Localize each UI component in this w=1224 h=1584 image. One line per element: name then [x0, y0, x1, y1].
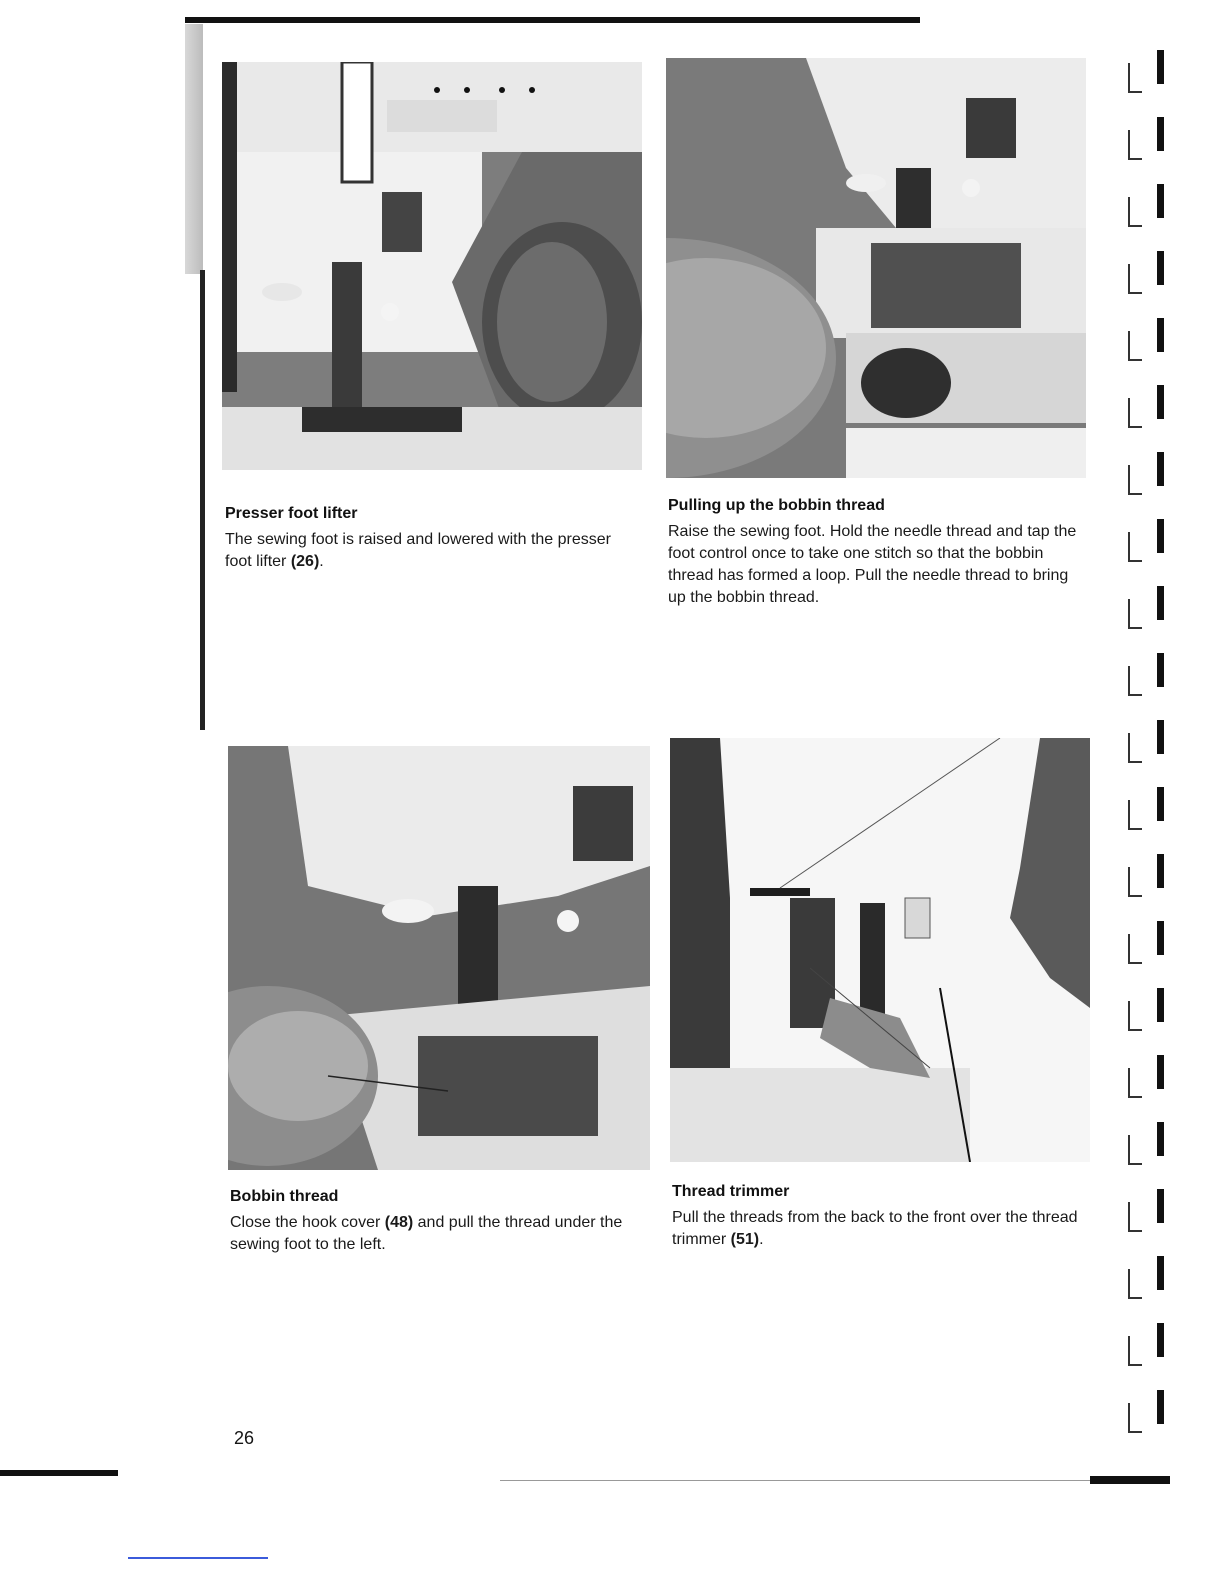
binding-hook: [1128, 800, 1142, 830]
binding-bar: [1157, 519, 1164, 553]
section-body: Close the hook cover (48) and pull the thread under the sewing foot to the left.: [230, 1214, 623, 1253]
binding-bar: [1157, 251, 1164, 285]
caption-thread-trimmer: [672, 1183, 1092, 1251]
section-title: Presser foot lifter: [225, 505, 358, 522]
binding-hook: [1128, 1202, 1142, 1232]
binding-bar: [1157, 385, 1164, 419]
binding-hook: [1128, 465, 1142, 495]
photo-presser-foot-lifter: [222, 62, 642, 470]
part-reference: (26): [290, 553, 320, 570]
binding-bar: [1157, 318, 1164, 352]
binding-bar: [1157, 1323, 1164, 1357]
binding-bar: [1157, 988, 1164, 1022]
section-title: Thread trimmer: [672, 1183, 790, 1200]
binding-bar: [1157, 117, 1164, 151]
binding-bar: [1157, 1189, 1164, 1223]
binding-hook: [1128, 197, 1142, 227]
photo-bobbin-thread: [228, 746, 650, 1170]
binding-hook: [1128, 1135, 1142, 1165]
photo-thread-trimmer: [670, 738, 1090, 1162]
binding-hook: [1128, 733, 1142, 763]
caption-presser-foot-lifter: [225, 505, 625, 573]
binding-bar: [1157, 720, 1164, 754]
binding-hook: [1128, 867, 1142, 897]
bottom-left-rule: [0, 1470, 118, 1476]
binding-bar: [1157, 586, 1164, 620]
binding-hook: [1128, 398, 1142, 428]
caption-pulling-up-bobbin-thread: [668, 497, 1083, 609]
left-edge-shadow: [185, 24, 203, 274]
binding-hook: [1128, 1403, 1142, 1433]
binding-hook: [1128, 532, 1142, 562]
caption-bobbin-thread: [230, 1188, 625, 1256]
page-number: 26: [234, 1428, 255, 1448]
binding-bar: [1157, 452, 1164, 486]
binding-bar: [1157, 854, 1164, 888]
binding-bar: [1157, 184, 1164, 218]
binding-bar: [1157, 921, 1164, 955]
binding-bar: [1157, 787, 1164, 821]
binding-bar: [1157, 50, 1164, 84]
binding-bar: [1157, 1390, 1164, 1424]
binding-hook: [1128, 130, 1142, 160]
blue-underline: [128, 1557, 268, 1559]
photo-pulling-up-bobbin-thread: [666, 58, 1086, 478]
binding-hook: [1128, 934, 1142, 964]
section-body: The sewing foot is raised and lowered with the presser foot lifter (26).: [225, 531, 611, 570]
binding-bar: [1157, 1055, 1164, 1089]
binding-hook: [1128, 666, 1142, 696]
binding-bar: [1157, 1256, 1164, 1290]
section-body: Raise the sewing foot. Hold the needle thread and tap the foot control once to take one stitch so that the bobbin thread has formed a loop. Pull the needle thread to bring up the bobbin thread.: [668, 523, 1077, 606]
binding-hook: [1128, 599, 1142, 629]
left-margin-bar: [200, 270, 205, 730]
section-title: Pulling up the bobbin thread: [668, 497, 885, 514]
top-rule: [185, 17, 920, 23]
part-reference: (51): [730, 1231, 760, 1248]
binding-hook: [1128, 63, 1142, 93]
binding-bar: [1157, 1122, 1164, 1156]
section-title: Bobbin thread: [230, 1188, 339, 1205]
binding-hook: [1128, 264, 1142, 294]
binding-hook: [1128, 1068, 1142, 1098]
binding-bar: [1157, 653, 1164, 687]
section-body: Pull the threads from the back to the front over the thread trimmer (51).: [672, 1209, 1078, 1248]
part-reference: (48): [384, 1214, 414, 1231]
binding-hook: [1128, 1001, 1142, 1031]
binding-hook: [1128, 1269, 1142, 1299]
binding-hook: [1128, 331, 1142, 361]
bottom-thin-rule: [500, 1480, 1090, 1481]
binding-marks: [1125, 20, 1185, 1480]
binding-hook: [1128, 1336, 1142, 1366]
